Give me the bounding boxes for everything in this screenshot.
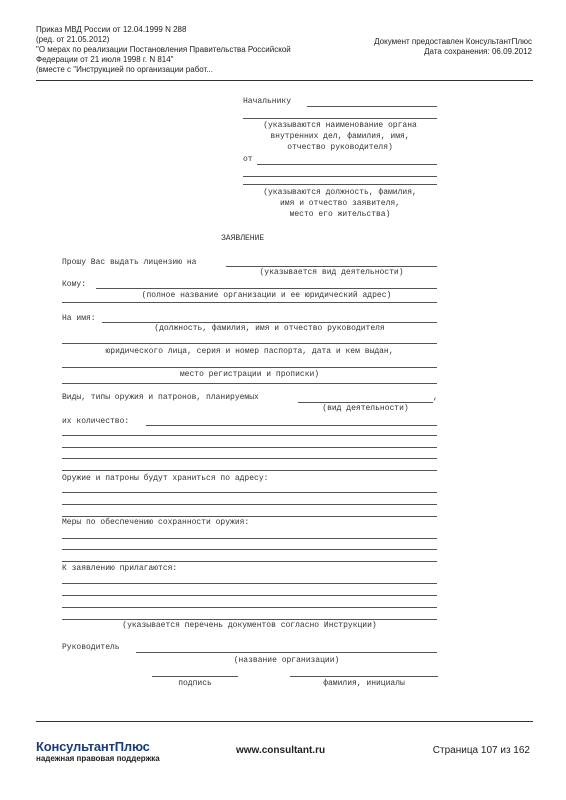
consultant-logo: КонсультантПлюс	[36, 739, 150, 754]
header-divider	[36, 80, 533, 81]
head-hint: (название организации)	[233, 656, 340, 665]
source-line: "О мерах по реализации Постановления Правительства Российской	[36, 45, 291, 54]
measures-field-line-2[interactable]	[62, 549, 437, 550]
from-label: от	[243, 155, 253, 164]
document-title: ЗАЯВЛЕНИЕ	[221, 234, 265, 243]
page-number: Страница 107 из 162	[432, 745, 530, 756]
from-field-line[interactable]	[257, 164, 437, 165]
whom-hint: (полное название организации и ее юридический адрес)	[141, 291, 392, 300]
to-hint-line: внутренних дел, фамилия, имя,	[270, 132, 410, 141]
name-field-line[interactable]	[102, 322, 437, 323]
weapons-label: Виды, типы оружия и патронов, планируемых	[62, 393, 259, 402]
consultant-tagline: надежная правовая поддержка	[36, 754, 160, 763]
provider-line: Дата сохранения: 06.09.2012	[424, 47, 532, 56]
head-label: Руководитель	[62, 643, 120, 652]
to-hint-line: (указываются наименование органа	[263, 121, 417, 130]
measures-field-line-3[interactable]	[62, 561, 437, 562]
to-field-line[interactable]	[307, 106, 437, 107]
footer-divider	[36, 721, 533, 722]
storage-label: Оружие и патроны будут храниться по адресу:	[62, 474, 269, 483]
from-hint-line: (указываются должность, фамилия,	[263, 188, 417, 197]
source-line: Федерации от 21 июля 1998 г. N 814"	[36, 55, 174, 64]
from-field-line-3[interactable]	[243, 184, 437, 185]
signature-field-line[interactable]	[152, 676, 238, 677]
source-line: Приказ МВД России от 12.04.1999 N 288	[36, 25, 187, 34]
from-hint	[243, 187, 437, 220]
signature-label: подпись	[178, 679, 212, 688]
name-hint-1: (должность, фамилия, имя и отчество руководителя	[154, 324, 385, 333]
whom-field-line-2[interactable]	[62, 302, 437, 303]
attachments-label: К заявлению прилагаются:	[62, 564, 178, 573]
quantity-field-line-2[interactable]	[62, 435, 437, 436]
whom-field-line[interactable]	[96, 288, 437, 289]
to-hint-line: отчество руководителя)	[287, 143, 393, 152]
name-field-line-3[interactable]	[62, 367, 437, 368]
name-hint-3: место регистрации и прописки)	[179, 370, 320, 379]
whom-label: Кому:	[62, 280, 87, 289]
attachments-field-line[interactable]	[62, 583, 437, 584]
quantity-field-line[interactable]	[146, 425, 437, 426]
to-hint	[243, 120, 437, 153]
attachments-field-line-2[interactable]	[62, 595, 437, 596]
to-label: Начальнику	[243, 97, 292, 106]
storage-field-line[interactable]	[62, 492, 437, 493]
fio-label: фамилия, инициалы	[323, 679, 405, 688]
source-line: (ред. от 21.05.2012)	[36, 35, 110, 44]
request-label: Прошу Вас выдать лицензию на	[62, 258, 197, 267]
measures-label: Меры по обеспечению сохранности оружия:	[62, 518, 250, 527]
name-hint-2: юридического лица, серия и номер паспорта, дата и кем выдан,	[105, 347, 394, 356]
website-link[interactable]: www.consultant.ru	[236, 745, 326, 756]
name-field-line-4[interactable]	[62, 383, 437, 384]
request-hint: (указывается вид деятельности)	[259, 268, 404, 277]
from-hint-line: место его жительства)	[289, 210, 391, 219]
weapons-hint: (вид деятельности)	[322, 404, 409, 413]
quantity-field-line-3[interactable]	[62, 447, 437, 448]
weapons-comma: ,	[433, 393, 438, 402]
name-field-line-2[interactable]	[62, 343, 437, 344]
to-field-line-2[interactable]	[243, 118, 437, 119]
attachments-field-line-4[interactable]	[62, 619, 437, 620]
provider-line: Документ предоставлен КонсультантПлюс	[374, 37, 532, 46]
attachments-hint: (указывается перечень документов согласно Инструкции)	[122, 621, 377, 630]
storage-field-line-2[interactable]	[62, 504, 437, 505]
request-field-line[interactable]	[226, 266, 437, 267]
document-source-info	[36, 25, 291, 75]
quantity-label: их количество:	[62, 417, 130, 426]
head-field-line[interactable]	[136, 652, 437, 653]
source-line: (вместе с "Инструкцией по организации работ...	[36, 65, 214, 74]
quantity-field-line-5[interactable]	[62, 470, 437, 471]
name-label: На имя:	[62, 314, 96, 323]
measures-field-line[interactable]	[62, 538, 437, 539]
provider-info	[374, 37, 532, 57]
from-hint-line: имя и отчество заявителя,	[279, 199, 401, 208]
weapons-field-line[interactable]	[298, 402, 433, 403]
fio-field-line[interactable]	[290, 676, 438, 677]
quantity-field-line-4[interactable]	[62, 458, 437, 459]
from-field-line-2[interactable]	[243, 176, 437, 177]
attachments-field-line-3[interactable]	[62, 607, 437, 608]
storage-field-line-3[interactable]	[62, 516, 437, 517]
